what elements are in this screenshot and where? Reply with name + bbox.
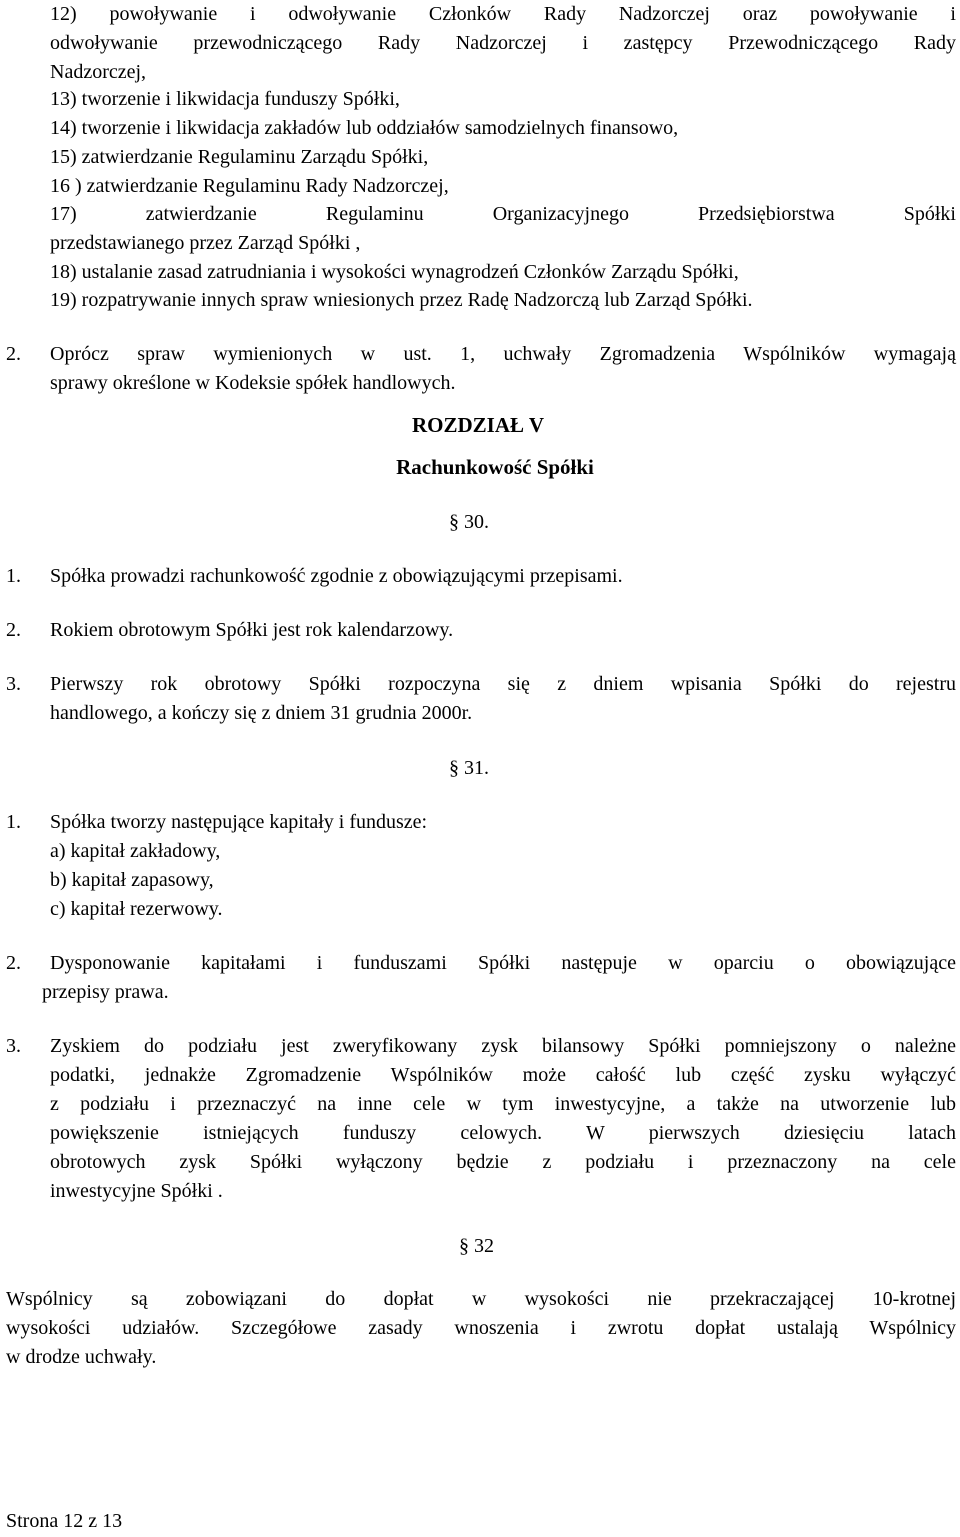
item-line: podatki, jednakże Zgromadzenie Wspólników może całość lub część zysku wyłączyć (50, 1064, 956, 1086)
s31-item-2 (0, 949, 956, 1007)
item-line: c) kapitał rezerwowy. (50, 898, 223, 920)
s32-paragraph (6, 1285, 956, 1372)
list-line: Nadzorczej, (50, 61, 147, 83)
list-item-18 (50, 258, 739, 287)
page-number-footer: Strona 12 z 13 (6, 1510, 123, 1532)
section-32-heading: § 32 (459, 1235, 494, 1257)
item-line: Spółka tworzy następujące kapitały i fundusze: (50, 811, 428, 833)
list-line: 12) powoływanie i odwoływanie Członków Rady Nadzorczej oraz powoływanie i (50, 3, 956, 25)
list-line: przedstawianego przez Zarząd Spółki , (50, 232, 361, 254)
item-line: przepisy prawa. (42, 981, 169, 1003)
paragraph-line: w drodze uchwały. (6, 1346, 157, 1368)
item-line: z podziału i przeznaczyć na inne cele w tym inwestycyjne, a także na utworzenie lub (50, 1093, 956, 1115)
item-line: handlowego, a kończy się z dniem 31 grudnia 2000r. (50, 702, 473, 724)
list-line: 15) zatwierdzanie Regulaminu Zarządu Spółki, (50, 146, 429, 168)
paragraph-line: Wspólnicy są zobowiązani do dopłat w wysokości nie przekraczającej 10-krotnej (6, 1288, 956, 1310)
chapter-title: ROZDZIAŁ V (411, 413, 545, 437)
item-number: 2. (6, 619, 21, 641)
list-item-15 (50, 143, 428, 172)
s30-item-3 (0, 670, 956, 728)
list-item-16 (50, 172, 449, 201)
item-line: inwestycyjne Spółki . (50, 1180, 223, 1202)
item-text: Rokiem obrotowym Spółki jest rok kalendarzowy. (50, 619, 454, 641)
item-line: b) kapitał zapasowy, (50, 869, 214, 891)
s31-item-1 (0, 808, 956, 924)
item-number: 2. (6, 952, 21, 974)
item-line: Dysponowanie kapitałami i funduszami Spółki następuje w oparciu o obowiązujące (50, 952, 956, 974)
section-30-heading: § 30. (449, 511, 489, 533)
list-item-19 (50, 286, 753, 315)
s30-item-2 (0, 616, 956, 645)
list-line: 16 ) zatwierdzanie Regulaminu Rady Nadzorczej, (50, 175, 449, 197)
paragraph-number: 2. (6, 343, 21, 365)
paragraph-line: wysokości udziałów. Szczegółowe zasady wnoszenia i zwrotu dopłat ustalają Wspólnicy (6, 1317, 956, 1339)
list-line: 13) tworzenie i likwidacja funduszy Spółki, (50, 88, 400, 110)
item-line: obrotowych zysk Spółki wyłączony będzie z podziału i przeznaczony na cele (50, 1151, 956, 1173)
item-line: powiększenie istniejących funduszy celowych. W pierwszych dziesięciu latach (50, 1122, 956, 1144)
list-line: 18) ustalanie zasad zatrudniania i wysokości wynagrodzeń Członków Zarządu Spółki, (50, 261, 739, 283)
item-line: Zyskiem do podziału jest zweryfikowany zysk bilansowy Spółki pomniejszony o należne (50, 1035, 956, 1057)
list-line: 17) zatwierdzanie Regulaminu Organizacyjnego Przedsiębiorstwa Spółki (50, 203, 956, 225)
paragraph-line: sprawy określone w Kodeksie spółek handlowych. (50, 372, 456, 394)
list-item-17 (50, 200, 956, 258)
list-item-12 (50, 0, 956, 87)
item-line: Pierwszy rok obrotowy Spółki rozpoczyna się z dniem wpisania Spółki do rejestru (50, 673, 956, 695)
item-number: 3. (6, 673, 21, 695)
item-number: 1. (6, 811, 21, 833)
s31-item-3 (0, 1032, 956, 1206)
item-number: 3. (6, 1035, 21, 1057)
list-line: 19) rozpatrywanie innych spraw wniesionych przez Radę Nadzorczą lub Zarząd Spółki. (50, 289, 753, 311)
section-31-heading: § 31. (449, 757, 489, 779)
chapter-subtitle: Rachunkowość Spółki (396, 455, 594, 479)
list-item-14 (50, 114, 678, 143)
list-line: odwoływanie przewodniczącego Rady Nadzorczej i zastępcy Przewodniczącego Rady (50, 32, 956, 54)
list-line: 14) tworzenie i likwidacja zakładów lub oddziałów samodzielnych finansowo, (50, 117, 679, 139)
item-number: 1. (6, 565, 21, 587)
paragraph-line: Oprócz spraw wymienionych w ust. 1, uchwały Zgromadzenia Wspólników wymagają (50, 343, 956, 365)
list-item-13 (50, 85, 400, 114)
s30-item-1 (0, 562, 956, 591)
item-text: Spółka prowadzi rachunkowość zgodnie z obowiązującymi przepisami. (50, 565, 623, 587)
item-line: a) kapitał zakładowy, (50, 840, 221, 862)
